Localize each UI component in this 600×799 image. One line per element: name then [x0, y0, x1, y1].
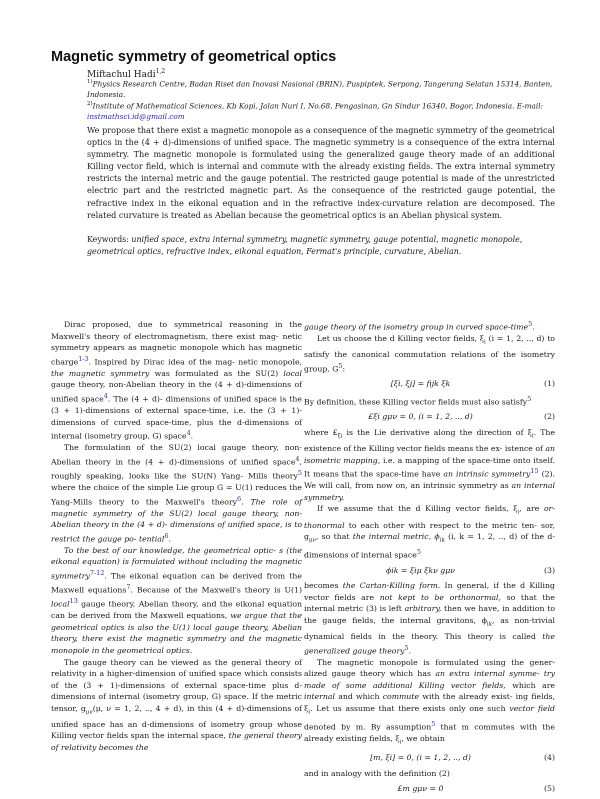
equation-3 [304, 563, 555, 577]
citation-link[interactable]: 5 [338, 361, 343, 370]
equation-number[interactable]: (5) [544, 783, 555, 793]
author-name: Miftachul Hadi [87, 70, 156, 80]
abstract: We propose that there exist a magnetic monopole as a consequence of the magnetic symmetry of the geometrical optics in the (4 + d)-dimensions of unified space. The magnetic symmetry is a consequence of the extra internal symmetry. The magnetic monopole is formulated using the generalized gauge theory made of an additional Killing vector field, which is internal and commute with the already existing fields. The extra internal symmetry restricts the internal metric and the gauge potential. The restricted gauge potential is made of the unrestricted electric part and the restricted magnetic part. As the consequence of the restricted gauge potential, the refractive index in the eikonal equation and in the refractive index-curvature relation are decomposed. The related curvature is treated as Abelian because the geometrical optics is an Abelian physical system. [87, 125, 555, 220]
citation-link[interactable]: 4 [103, 391, 108, 400]
citation-link[interactable]: 4 [186, 429, 191, 438]
paragraph: If we assume that the d Killing vector fields, $\xi_i$, are or- thonormal to each other with respect to the metric ten- sor, $g_{\mu\nu}$, so that the internal metric, $\phi_{ik}$ (i, k = 1, 2, .., d) of the d-dimensions of internal space$^5$ [304, 504, 555, 560]
citation-link[interactable]: 6 [164, 531, 169, 540]
equation-number[interactable]: (1) [544, 379, 555, 389]
email-link[interactable]: instmathsci.id@gmail.com [87, 112, 185, 122]
equation-body: ϕik = ξiμ ξkν gμν [386, 565, 455, 575]
equation-body: [m, ξi] = 0, (i = 1, 2, .., d) [370, 753, 471, 763]
right-column [304, 319, 555, 799]
citation-link[interactable]: 5 [431, 719, 436, 728]
citation-link[interactable]: 7-12 [89, 568, 105, 577]
equation-body: £m gμν = 0 [397, 783, 444, 793]
keywords [87, 234, 555, 258]
paragraph: The formulation of the SU(2) local gauge theory, non-Abelian theory in the (4 + d)-dimensions of unified space$^4$, roughly speaking, looks like the SU(N) Yang- Mills theory$^5$ where the choice of the simple Lie group G = U(1) reduces the Yang-Mills theory to the Maxwell's theory$^6$. The role of magnetic symmetry of the SU(2) local gauge theory, non-Abelian theory in the (4 + d)- dimensions of unified space, is to restrict the gauge po- tential$^6$. [51, 443, 303, 544]
citation-link[interactable]: 5 [416, 548, 421, 557]
equation-body: [ξi, ξj] = fijk ξk [390, 379, 451, 389]
affiliation-1 [87, 77, 557, 100]
affiliation-text: Physics Research Centre, Badan Riset dan Inovasi Nasional (BRIN), Puspiptek, Serpong, Tangerang Selatan 15314, Banten, Indonesia. [87, 79, 553, 100]
affiliation-2 [87, 99, 557, 122]
equation-body: £ξi gμν = 0, (i = 1, 2, .., d) [368, 412, 473, 422]
paragraph: gauge theory of the isometry group in curved space-time$^5$. [304, 320, 535, 332]
paragraph: Let us choose the d Killing vector fields, $\xi_i$ (i = 1, 2, .., d) to satisfy the canonical commutation relations of the isometry group, G$^5$: [304, 334, 555, 374]
affiliation-mark: 1) [87, 79, 93, 85]
keywords-text: unified space, extra internal symmetry, magnetic symmetry, gauge potential, magnetic monopole, geometrical optics, refractive index, eikonal equation, Fermat's principle, curvature, Abelian. [87, 235, 523, 256]
equation-2 [304, 410, 555, 424]
paragraph: The gauge theory can be viewed as the general theory of relativity in a higher-dimension of unified space which consists of the (3 + 1)-dimensions of external space-time plus d-dimensions of internal (isometry group, G) space. If the metric tensor, $g_{\mu\nu}(\mu$, ν = 1, 2, .., 4 + d), in this (4 + d)-dimensions of unified space has an d-dimensions of isometry group whose Killing vector fields span the internal space, the general theory of relativity becomes the [51, 657, 303, 752]
left-column [51, 319, 302, 753]
citation-link[interactable]: 13 [69, 597, 78, 606]
equation-1 [304, 377, 555, 391]
citation-link[interactable]: 5 [297, 468, 302, 477]
citation-link[interactable]: 5 [528, 320, 533, 328]
affiliation-text: Institute of Mathematical Sciences, Kb Kopi, Jalan Nuri I, No.68, Pengasinan, Gn Sindur 16340, Bogor, Indonesia. E-mail: [92, 101, 544, 111]
paragraph: where $£_{\xi i}$ is the Lie derivative along the direction of $\xi_i$. The existence of the Killing vector fields means the ex- istence of an isometric mapping, i.e. a mapping of the space-time onto itself. It means that the space-time have an intrinsic symmetry$^{15}$ (2). We will call, from now on, an intrinsic symmetry as an internal symmetry. [304, 428, 556, 502]
paragraph: The magnetic monopole is formulated using the gener- alized gauge theory which has an extra internal symme- try made of some additional Killing vector fields, which are internal and which commute with the already exist- ing fields, $\xi_i$. Let us assume that there exists only one such vector field denoted by m. By assumption$^5$ that m commutes with the already existing fields, $\xi_i$, we obtain [304, 657, 556, 746]
citation-link[interactable]: 4 [295, 454, 300, 463]
affiliation-mark: 2) [87, 101, 93, 107]
paragraph: By definition, these Killing vector fields must also satisfy$^5$ [304, 394, 532, 407]
paragraph: becomes the Cartan-Killing form. In general, if the d Killing vector fields are not kept to be orthonormal, so that the internal metric (3) is left arbitrary, then we have, in addition to the gauge fields, the internal gravitons, $\phi_{ik}$, as non-trivial dynamical fields in the theory. This theory is called the generalized gauge theory$^5$. [304, 581, 556, 656]
citation-link[interactable]: 5 [404, 643, 409, 652]
equation-4 [304, 751, 555, 765]
citation-link[interactable]: 7 [126, 583, 131, 592]
citation-link[interactable]: 1-3 [78, 354, 89, 363]
paper-title: Magnetic symmetry of geometrical optics [51, 49, 337, 65]
equation-number[interactable]: (3) [544, 565, 555, 575]
keywords-label: Keywords: [87, 235, 129, 244]
citation-link[interactable]: 15 [530, 467, 539, 476]
paragraph: To the best of our knowledge, the geometrical optic- s (the eikonal equation) is formulated without including the magnetic symmetry$^{7-12}$. The eikonal equation can be derived from the Maxwell equations$^7$. Because of the Maxwell's theory is U(1) local$^{13}$ gauge theory, Abelian theory, and the eikonal equation can be derived from the Maxwell equations, we argue that the geometrical optics is also the U(1) local gauge theory, Abelian theory, there exist the magnetic symmetry and the magnetic monopole in the geometrical optics. [51, 545, 303, 655]
equation-number[interactable]: (2) [544, 412, 555, 422]
equation-number[interactable]: (4) [544, 753, 555, 763]
paragraph: Dirac proposed, due to symmetrical reasoning in the Maxwell's theory of electromagnetism, there exist mag- netic symmetry appears as magnetic monopole which has magnetic charge$^{1-3}$. Inspired by Dirac idea of the mag- netic monopole, the magnetic symmetry was formulated as the SU(2) local gauge theory, non-Abelian theory in the (4 + d)-dimensions of unified space$^4$. The (4 + d)- dimensions of unified space is the (3 + 1)-dimensions of external space-time, i.e. the (3 + 1)-dimensions of curved space-time, plus the d-dimensions of internal (isometry group, G) space$^4$. [51, 320, 303, 441]
paragraph: and in analogy with the definition (2) [304, 769, 450, 779]
citation-link[interactable]: 5 [527, 394, 532, 403]
author-affiliation-marks: 1,2 [155, 68, 166, 75]
equation-5 [304, 782, 555, 796]
citation-link[interactable]: 6 [237, 494, 242, 503]
